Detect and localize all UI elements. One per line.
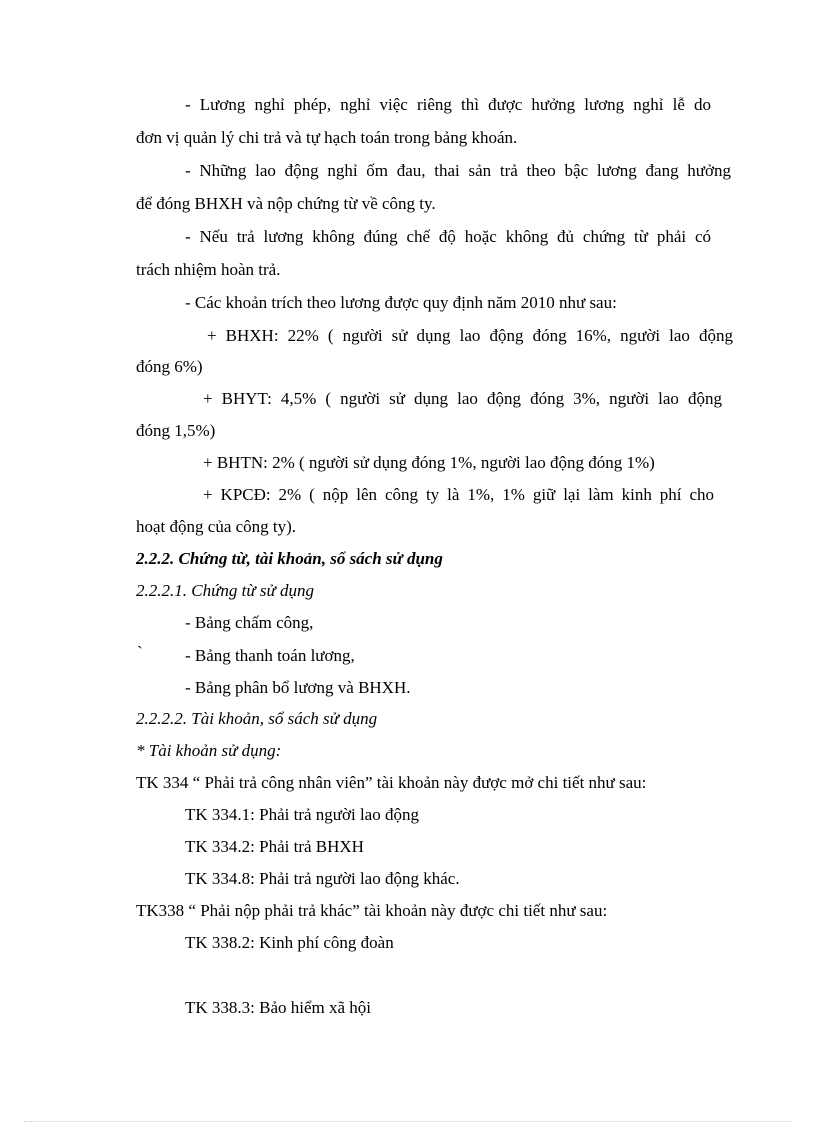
list-item: - Bảng thanh toán lương, (185, 646, 355, 665)
subsection-heading: 2.2.2.2. Tài khoản, sổ sách sử dụng (136, 709, 378, 728)
account-item: TK 338.3: Bảo hiểm xã hội (185, 998, 372, 1017)
paragraph-line: đóng 6%) (136, 357, 203, 376)
account-item: TK 334.2: Phải trả BHXH (185, 837, 364, 856)
page-bottom-rule (24, 1121, 792, 1122)
paragraph-line: TK 334 “ Phải trả công nhân viên” tài khoản này được mở chi tiết như sau: (136, 773, 647, 792)
paragraph-line: + BHTN: 2% ( người sử dụng đóng 1%, người lao động đóng 1%) (203, 453, 655, 472)
stray-mark: ` (137, 643, 143, 662)
subsection-heading: * Tài khoản sử dụng: (136, 741, 282, 760)
paragraph-line: hoạt động của công ty). (136, 517, 297, 536)
account-item: TK 338.2: Kinh phí công đoàn (185, 933, 394, 952)
paragraph-line: để đóng BHXH và nộp chứng từ về công ty. (136, 194, 436, 213)
account-item: TK 334.8: Phải trả người lao động khác. (185, 869, 460, 888)
paragraph-line: - Những lao động nghỉ ốm đau, thai sản trả theo bậc lương đang hưởng (185, 161, 731, 180)
paragraph-line: - Lương nghỉ phép, nghỉ việc riêng thì được hưởng lương nghỉ lễ do (185, 95, 711, 114)
paragraph-line: + BHYT: 4,5% ( người sử dụng lao động đóng 3%, người lao động (203, 389, 722, 408)
paragraph-line: - Nếu trả lương không đúng chế độ hoặc không đủ chứng từ phải có (185, 227, 711, 246)
paragraph-line: đóng 1,5%) (136, 421, 216, 440)
paragraph-line: TK338 “ Phải nộp phải trả khác” tài khoản này được chi tiết như sau: (136, 901, 608, 920)
paragraph-line: + KPCĐ: 2% ( nộp lên công ty là 1%, 1% giữ lại làm kinh phí cho (203, 485, 714, 504)
subsection-heading: 2.2.2.1. Chứng từ sử dụng (136, 581, 314, 600)
account-item: TK 334.1: Phải trả người lao động (185, 805, 419, 824)
paragraph-line: - Các khoản trích theo lương được quy định năm 2010 như sau: (185, 293, 617, 312)
paragraph-line: trách nhiệm hoàn trả. (136, 260, 281, 279)
paragraph-line: + BHXH: 22% ( người sử dụng lao động đóng 16%, người lao động (207, 326, 733, 345)
paragraph-line: đơn vị quản lý chi trả và tự hạch toán trong bảng khoán. (136, 128, 518, 147)
list-item: - Bảng phân bổ lương và BHXH. (185, 678, 411, 697)
list-item: - Bảng chấm công, (185, 613, 314, 632)
section-heading: 2.2.2. Chứng từ, tài khoản, sổ sách sử dụng (136, 549, 443, 568)
